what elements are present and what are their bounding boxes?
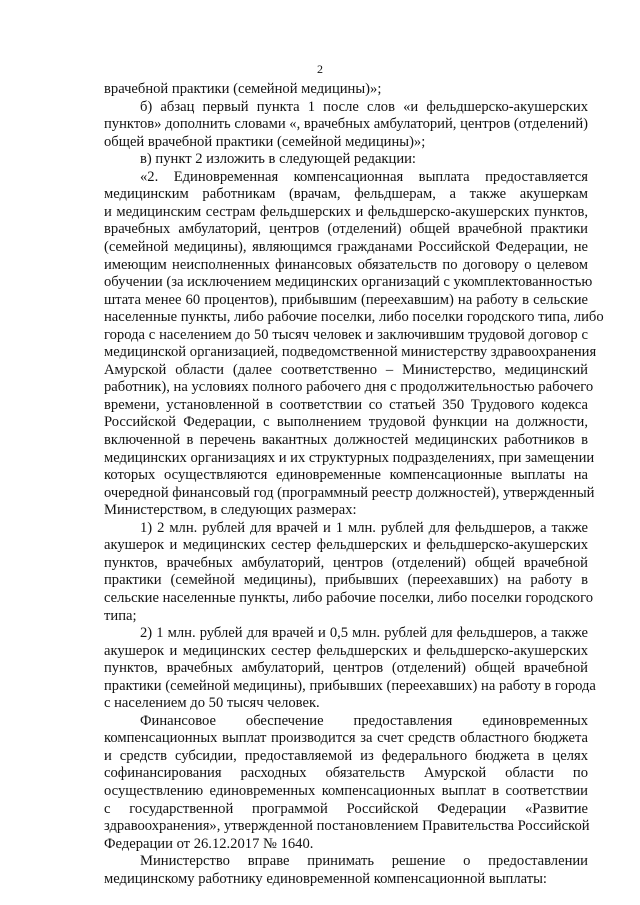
text-line: компенсационных выплат производится за счет средств областного бюджета xyxy=(104,730,588,747)
text-line: практики (семейной медицины), прибывших (переехавших) на работу в xyxy=(104,572,588,589)
text-line: (семейной медицины), являющимся гражданами Российской Федерации, не xyxy=(104,238,588,255)
text-line: которых осуществляются единовременные компенсационные выплаты на xyxy=(104,467,588,484)
text-line: обучении (за исключением медицинских организаций с укомплектованностью xyxy=(104,274,593,291)
text-line: медицинских организациях и их структурных подразделениях, при замещении xyxy=(104,449,595,466)
text-line: б) абзац первый пункта 1 после слов «и фельдшерско-акушерских xyxy=(140,98,588,115)
text-line: акушерок и медицинских сестер фельдшерских и фельдшерско-акушерских xyxy=(104,642,588,659)
text-line: Российской Федерации, с выполнением трудовой функции на должности, xyxy=(104,414,588,431)
text-line: 1) 2 млн. рублей для врачей и 1 млн. рублей для фельдшеров, а также xyxy=(140,519,588,536)
text-line: здравоохранения», утвержденной постановлением Правительства Российской xyxy=(104,818,590,835)
text-line: «2. Единовременная компенсационная выплата предоставляется xyxy=(140,168,588,185)
text-line: медицинским работникам (врачам, фельдшерам, а также акушеркам xyxy=(104,186,588,203)
text-line: и средств субсидии, предоставляемой из федерального бюджета в целях xyxy=(104,747,588,764)
text-line: софинансирования расходных обязательств Амурской области по xyxy=(104,765,588,782)
text-line: 2) 1 млн. рублей для врачей и 0,5 млн. рублей для фельдшеров, а также xyxy=(140,625,588,642)
text-line: практики (семейной медицины), прибывших (переехавших) на работу в города xyxy=(104,677,596,694)
text-line: города с населением до 50 тысяч человек и заключившим трудовой договор с xyxy=(104,326,588,343)
text-line: акушерок и медицинских сестер фельдшерских и фельдшерско-акушерских xyxy=(104,537,588,554)
text-line: пунктов, врачебных амбулаторий, центров (отделений) общей врачебной xyxy=(104,660,588,677)
text-line: населенные пункты, либо рабочие поселки, либо поселки городского типа, либо xyxy=(104,309,604,326)
text-line: Федерации от 26.12.2017 № 1640. xyxy=(104,835,314,852)
text-line: включенной в перечень вакантных должностей медицинских работников в xyxy=(104,432,588,448)
text-line: врачебных амбулаторий, центров (отделений) общей врачебной практики xyxy=(104,221,588,238)
text-line: медицинскому работнику единовременной компенсационной выплаты: xyxy=(104,870,547,887)
text-line: с государственной программой Российской Федерации «Развитие xyxy=(104,800,588,817)
text-line: имеющим неисполненных финансовых обязательств по договору о целевом xyxy=(104,256,588,273)
text-line: пунктов, врачебных амбулаторий, центров (отделений) общей врачебной xyxy=(104,554,588,571)
text-line: с населением до 50 тысяч человек. xyxy=(104,695,320,712)
text-line: Министерством, в следующих размерах: xyxy=(104,502,357,519)
text-line: времени, установленной в соответствии со статьей 350 Трудового кодекса xyxy=(104,396,588,413)
page-number: 2 xyxy=(317,62,323,76)
text-line: в) пункт 2 изложить в следующей редакции: xyxy=(140,151,416,168)
text-line: очередной финансовый год (программный реестр должностей), утвержденный xyxy=(104,484,595,501)
text-line: штата менее 60 процентов), прибывшим (переехавшим) на работу в сельские xyxy=(104,291,588,308)
text-line: Министерство вправе принимать решение о предоставлении xyxy=(140,853,588,870)
text-line: и медицинским сестрам фельдшерских и фельдшерско-акушерских пунктов, xyxy=(104,203,588,220)
text-line: Амурской области (далее соответственно – Министерство, медицинский xyxy=(104,361,588,378)
text-line: врачебной практики (семейной медицины)»; xyxy=(104,81,382,97)
text-line: общей врачебной практики (семейной медицины)»; xyxy=(104,133,426,150)
text-line: осуществлению единовременных компенсационных выплат в соответствии xyxy=(104,783,588,799)
text-line: работник), на условиях полного рабочего дня с продолжительностью рабочего xyxy=(104,379,594,396)
text-line: Финансовое обеспечение предоставления единовременных xyxy=(140,712,588,729)
text-line: типа; xyxy=(104,607,137,624)
text-line: пунктов» дополнить словами «, врачебных амбулаторий, центров (отделений) xyxy=(104,116,588,133)
text-line: сельские населенные пункты, либо рабочие поселки, либо поселки городского xyxy=(104,589,593,606)
text-line: медицинской организацией, подведомственной министерству здравоохранения xyxy=(104,344,597,361)
